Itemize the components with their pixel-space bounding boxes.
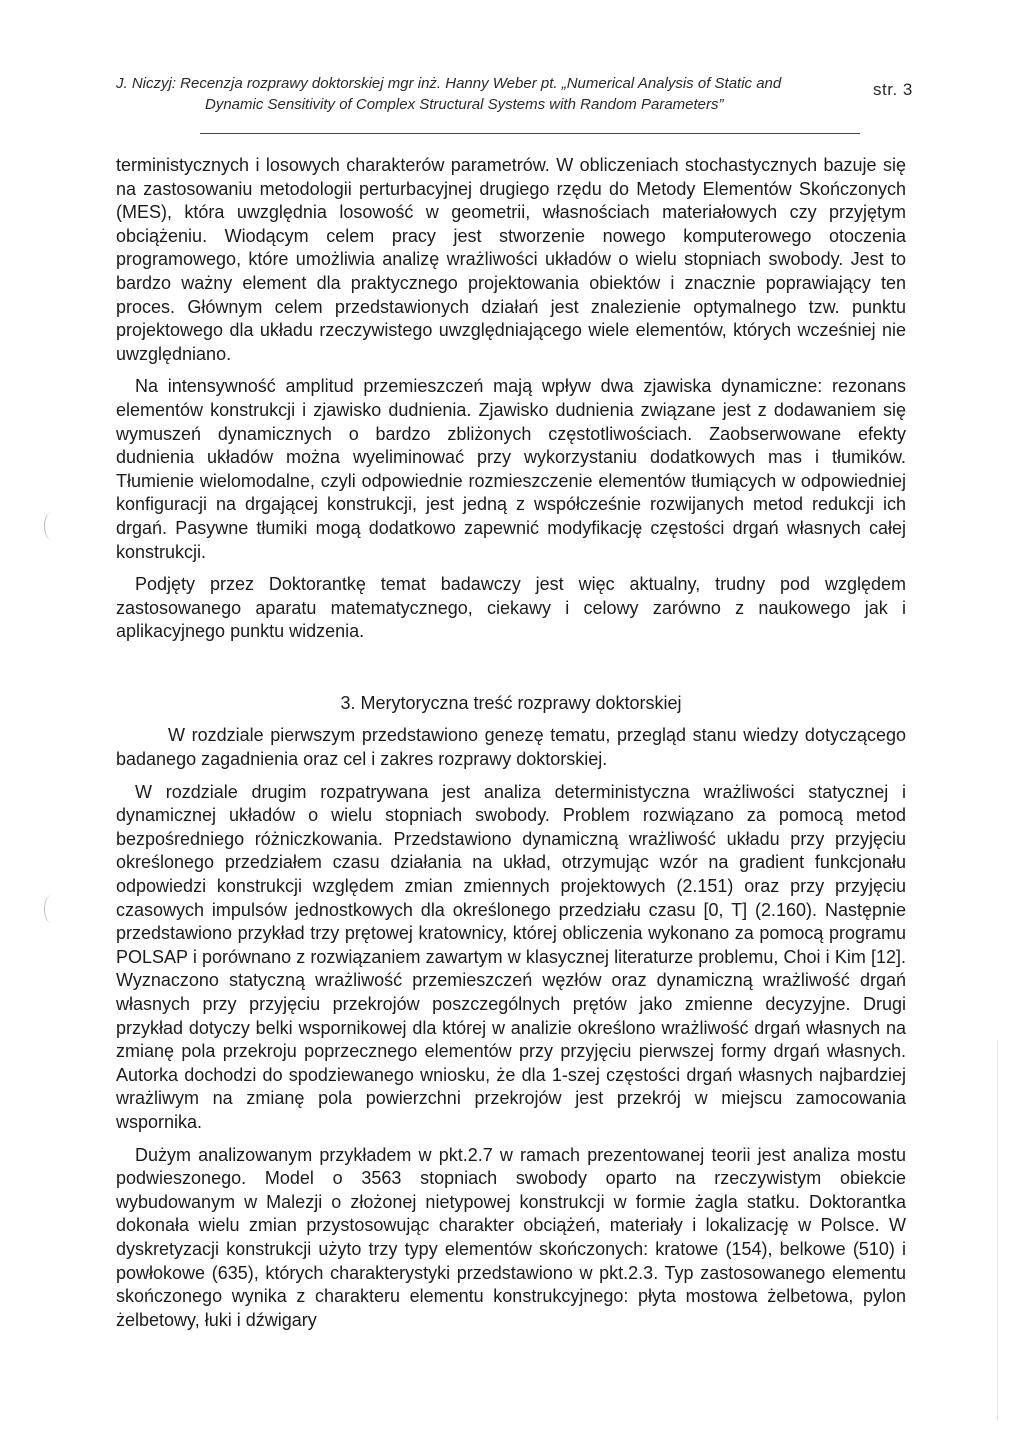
scan-edge-line	[997, 1040, 998, 1420]
document-body	[116, 154, 906, 1341]
header-line-2: Dynamic Sensitivity of Complex Structural Systems with Random Parameters”	[205, 96, 724, 113]
paragraph: W rozdziale pierwszym przedstawiono genezę tematu, przegląd stanu wiedzy dotyczącego badanego zagadnienia oraz cel i zakres rozprawy doktorskiej.	[116, 725, 906, 770]
header-divider	[200, 133, 860, 134]
section-heading: 3. Merytoryczna treść rozprawy doktorskiej	[340, 692, 682, 713]
paragraph: Na intensywność amplitud przemieszczeń mają wpływ dwa zjawiska dynamiczne: rezonans elementów konstrukcji i zjawisko dudnienia. Zjawisko dudnienia związane jest z dodawaniem się wymuszeń dynamicznych o bardzo zbliżonych częstotliwościach. Zaobserwowane efekty dudnienia układów można wyeliminować przy wykorzystaniu dodatkowych mas i tłumików. Tłumienie wielomodalne, czyli odpowiednie rozmieszczenie elementów tłumiących w odpowiedniej konfiguracji na drgającej konstrukcji, jest jedną z współcześnie rozwijanych metod redukcji ich drgań. Pasywne tłumiki mogą dodatkowo zapewnić modyfikację częstości drgań własnych całej konstrukcji.	[116, 376, 906, 562]
header-line-1: J. Niczyj: Recenzja rozprawy doktorskiej mgr inż. Hanny Weber pt. „Numerical Analysis of Static and	[116, 75, 782, 92]
page-number: str. 3	[873, 80, 913, 99]
paragraph: Podjęty przez Doktorantkę temat badawczy jest więc aktualny, trudny pod względem zastosowanego aparatu matematycznego, ciekawy i celowy zarówno z naukowego jak i aplikacyjnego punktu widzenia.	[116, 574, 906, 642]
running-header	[116, 73, 916, 115]
paragraph: W rozdziale drugim rozpatrywana jest analiza deterministyczna wrażliwości statycznej i dynamicznej układów o wielu stopniach swobody. Problem rozwiązano za pomocą metod bezpośredniego różniczkowania. Przedstawiono dynamiczną wrażliwość układu przy przyjęciu określonego przedziałem czasu działania na układ, otrzymując wzór na gradient funkcjonału odpowiedzi konstrukcji względem zmian zmiennych projektowych (2.151) oraz przy przyjęciu czasowych impulsów jednostkowych dla określonego przedziału czasu [0, T] (2.160). Następnie przedstawiono przykład trzy prętowej kratownicy, której obliczenia wykonano za pomocą programu POLSAP i porównano z rozwiązaniem zawartym w klasycznej literaturze problemu, Choi i Kim [12]. Wyznaczono statyczną wrażliwość przemieszczeń węzłów oraz dynamiczną wrażliwość drgań własnych przy przyjęciu przekrojów poszczególnych prętów jako zmienne decyzyjne. Drugi przykład dotyczy belki wspornikowej dla której w analizie określono wrażliwość drgań własnych na zmianę pola przekroju poprzecznego elementów przy przyjęciu pierwszej formy drgań własnych. Autorka dochodzi do spodziewanego wniosku, że dla 1-szej częstości drgań własnych najbardziej wrażliwym na zmianę pola powierzchni przekrojów jest przekrój w miejscu zamocowania wspornika.	[116, 781, 906, 1132]
margin-punch-mark	[44, 895, 59, 923]
paragraph: Dużym analizowanym przykładem w pkt.2.7 w ramach prezentowanej teorii jest analiza mostu podwieszonego. Model o 3563 stopniach swobody oparto na rzeczywistym obiekcie wybudowanym w Malezji o złożonej nietypowej konstrukcji w formie żagla statku. Doktorantka dokonała wielu zmian przystosowując charakter obciążeń, materiały i lokalizację w Polsce. W dyskretyzacji konstrukcji użyto trzy typy elementów skończonych: kratowe (154), belkowe (510) i powłokowe (635), których charakterystyki przedstawiono w pkt.2.3. Typ zastosowanego elementu skończonego wynika z charakteru elementu konstrukcyjnego: płyta mostowa żelbetowa, pylon żelbetowy, łuki i dźwigary	[116, 1144, 906, 1330]
paragraph: terministycznych i losowych charakterów parametrów. W obliczeniach stochastycznych bazuje się na zastosowaniu metodologii perturbacyjnej drugiego rzędu do Metody Elementów Skończonych (MES), która uwzględnia losowość w geometrii, własnościach materiałowych czy przyjętym obciążeniu. Wiodącym celem pracy jest stworzenie nowego komputerowego otoczenia programowego, które umożliwia analizę wrażliwości układów o wielu stopniach swobody. Jest to bardzo ważny element dla praktycznego projektowania obiektów i znacznie poprawiający ten proces. Głównym celem przedstawionych działań jest znalezienie optymalnego tzw. punktu projektowego dla układu rzeczywistego uwzględniającego wiele elementów, których wcześniej nie uwzględniano.	[116, 155, 906, 364]
margin-punch-mark	[44, 512, 59, 540]
